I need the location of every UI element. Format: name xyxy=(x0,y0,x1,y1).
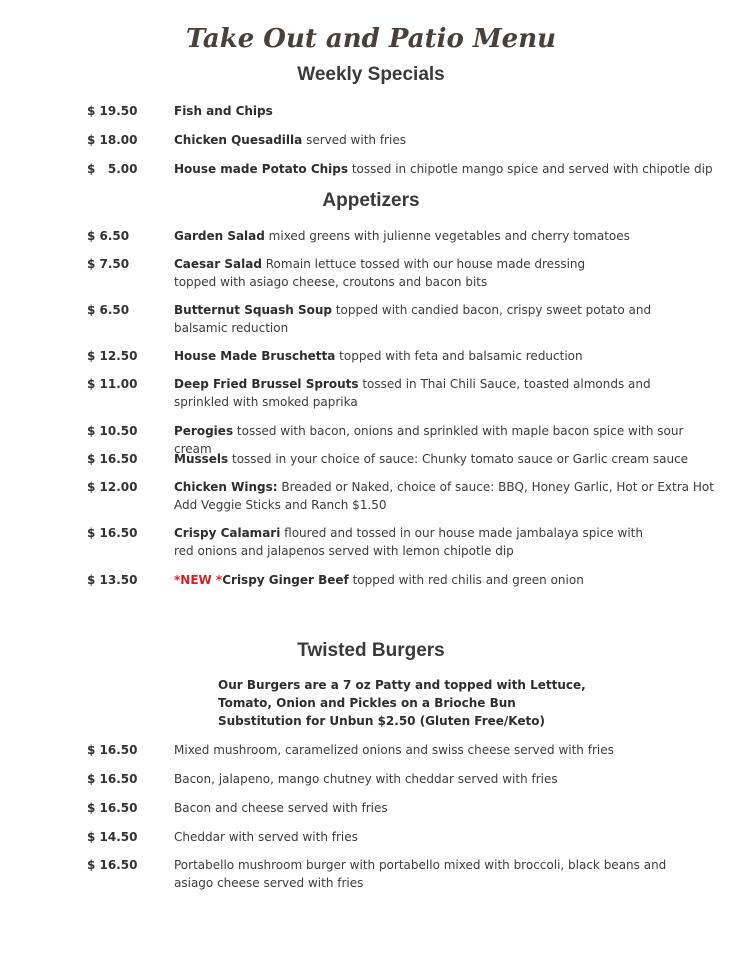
item-price: $ 12.00 xyxy=(87,480,138,494)
item-name: Crispy Calamari xyxy=(174,526,281,540)
item-description xyxy=(174,160,714,178)
item-price: $ 18.00 xyxy=(87,133,138,147)
item-name: Caesar Salad xyxy=(174,257,262,271)
item-detail: tossed in Thai Chili Sauce, toasted almonds and sprinkled with smoked paprika xyxy=(174,377,651,409)
item-detail: tossed in chipotle mango spice and served with chipotle dip xyxy=(348,162,713,176)
item-price: $ 16.50 xyxy=(87,772,138,786)
item-detail: tossed with bacon, onions and sprinkled with maple bacon spice with sour cream xyxy=(174,424,684,456)
item-name: Perogies xyxy=(174,424,234,438)
item-price: $ 16.50 xyxy=(87,452,138,466)
item-detail: served with fries xyxy=(302,133,406,147)
item-price: $ 10.50 xyxy=(87,424,138,438)
item-price: $ 6.50 xyxy=(87,229,130,243)
burgers-heading: Twisted Burgers xyxy=(297,640,445,661)
item-detail: Romain lettuce tossed with our house made dressing topped with asiago cheese, croutons and bacon bits xyxy=(174,257,586,289)
menu-title: Take Out and Patio Menu xyxy=(185,24,557,54)
item-description xyxy=(174,524,714,560)
item-price: $ 11.00 xyxy=(87,377,138,391)
item-description xyxy=(174,227,714,245)
item-description xyxy=(174,478,714,514)
item-price: $ 6.50 xyxy=(87,303,130,317)
item-description xyxy=(174,450,714,468)
item-description xyxy=(174,375,694,411)
item-price: $ 14.50 xyxy=(87,830,138,844)
item-name: Chicken Quesadilla xyxy=(174,133,303,147)
item-detail: floured and tossed in our house made jambalaya spice with red onions and jalapenos served with lemon chipotle dip xyxy=(174,526,643,558)
item-price: $ 12.50 xyxy=(87,349,138,363)
burger-note-line: Substitution for Unbun $2.50 (Gluten Free/Keto) xyxy=(218,714,545,728)
item-detail: topped with red chilis and green onion xyxy=(348,573,584,587)
appetizers-heading: Appetizers xyxy=(322,190,420,211)
item-name: Garden Salad xyxy=(174,229,265,243)
item-description: Bacon and cheese served with fries xyxy=(174,801,388,815)
burger-note-line: Our Burgers are a 7 oz Patty and topped with Lettuce, xyxy=(218,678,586,692)
item-description xyxy=(174,131,714,149)
item-price: $ 13.50 xyxy=(87,573,138,587)
item-name: Chicken Wings: xyxy=(174,480,278,494)
burger-note xyxy=(218,676,638,730)
item-name: House made Potato Chips xyxy=(174,162,349,176)
item-detail: Breaded or Naked, choice of sauce: BBQ, Honey Garlic, Hot or Extra Hot Add Veggie Sticks and Ranch $1.50 xyxy=(174,480,714,512)
item-price: $ 16.50 xyxy=(87,743,138,757)
item-description: Portabello mushroom burger with portabello mixed with broccoli, black beans and asiago cheese served with fries xyxy=(174,858,667,890)
item-description xyxy=(174,102,714,120)
item-description: Cheddar with served with fries xyxy=(174,830,358,844)
item-description: Mixed mushroom, caramelized onions and swiss cheese served with fries xyxy=(174,743,614,757)
weekly-specials-heading: Weekly Specials xyxy=(297,64,445,85)
item-price: $ 19.50 xyxy=(87,104,138,118)
item-detail: topped with feta and balsamic reduction xyxy=(335,349,583,363)
item-name: Mussels xyxy=(174,452,229,466)
item-price: $ 16.50 xyxy=(87,858,138,872)
item-description xyxy=(174,347,714,365)
item-price: $ 16.50 xyxy=(87,526,138,540)
item-description xyxy=(174,255,714,291)
item-detail: tossed in your choice of sauce: Chunky tomato sauce or Garlic cream sauce xyxy=(228,452,689,466)
item-description xyxy=(174,571,714,589)
burger-note-line: Tomato, Onion and Pickles on a Brioche Bun xyxy=(218,696,516,710)
item-price: $ 7.50 xyxy=(87,257,130,271)
item-description xyxy=(174,301,674,337)
new-tag: *NEW * xyxy=(174,573,223,587)
item-detail: mixed greens with julienne vegetables and cherry tomatoes xyxy=(264,229,630,243)
item-name: Fish and Chips xyxy=(174,104,273,118)
item-price: $ 5.00 xyxy=(87,162,138,176)
item-detail: topped with candied bacon, crispy sweet potato and balsamic reduction xyxy=(174,303,652,335)
item-name: House Made Bruschetta xyxy=(174,349,336,363)
item-price: $ 16.50 xyxy=(87,801,138,815)
item-description: Bacon, jalapeno, mango chutney with cheddar served with fries xyxy=(174,772,558,786)
item-name: Crispy Ginger Beef xyxy=(222,573,349,587)
item-name: Butternut Squash Soup xyxy=(174,303,332,317)
item-name: Deep Fried Brussel Sprouts xyxy=(174,377,359,391)
